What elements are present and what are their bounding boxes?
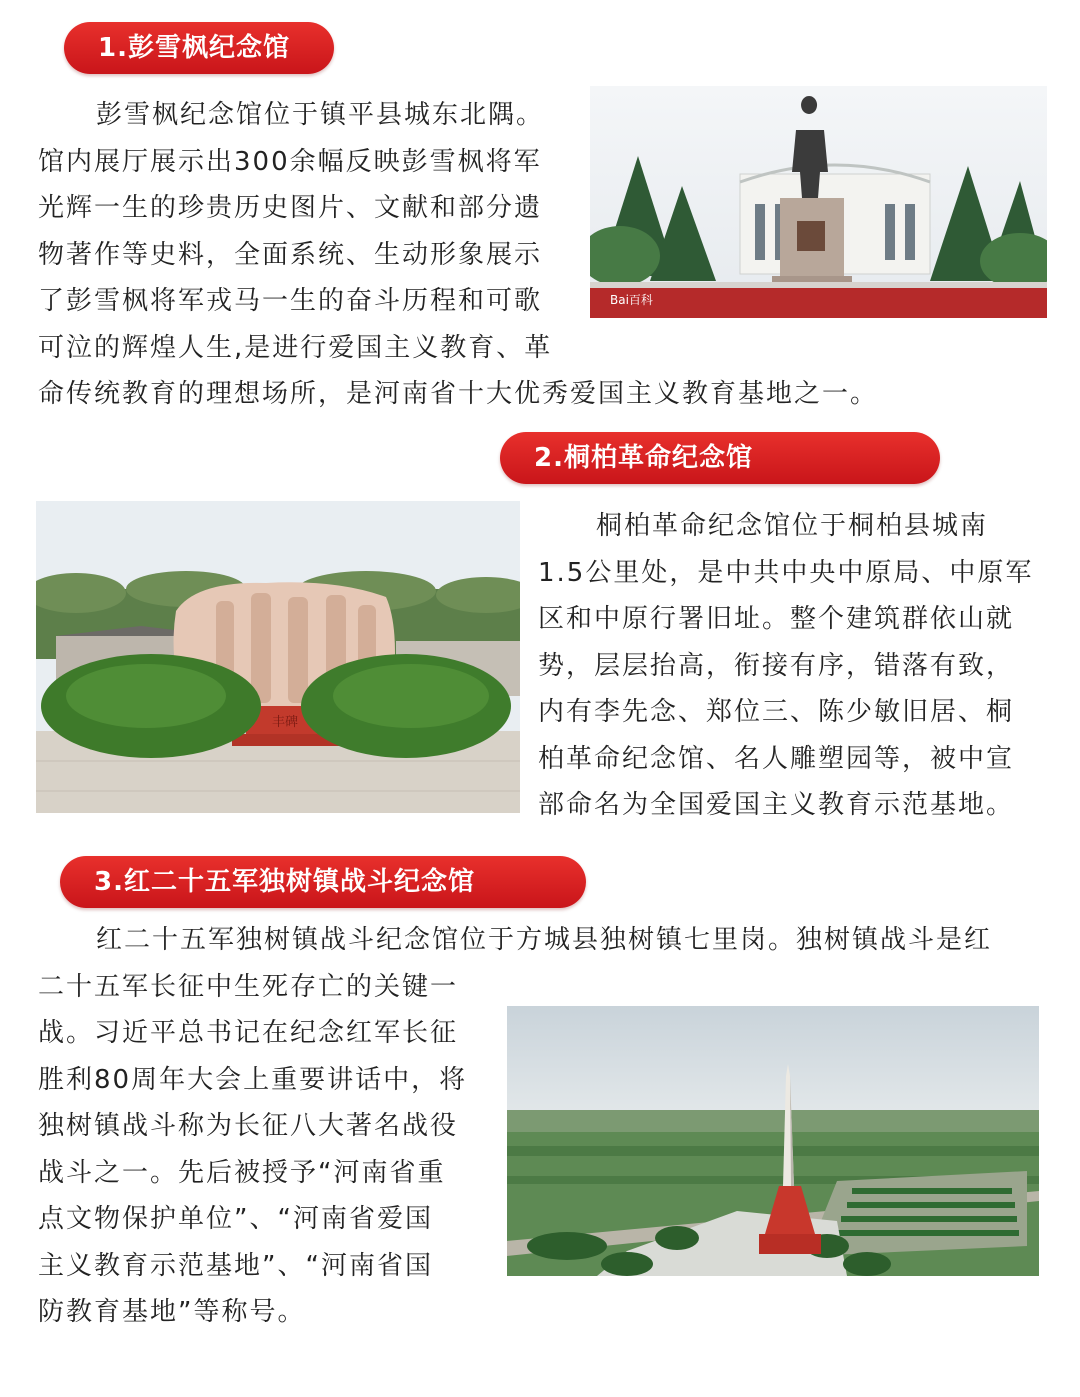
s3-line-6: 战斗之一。先后被授予“河南省重 — [38, 1157, 446, 1188]
section-1-photo — [590, 86, 1047, 318]
section-2-photo — [36, 501, 520, 813]
s3-line-5: 独树镇战斗称为长征八大著名战役 — [38, 1111, 459, 1141]
s1-line-7: 命传统教育的理想场所，是河南省十大优秀爱国主义教育基地之一。 — [38, 379, 879, 409]
s2-line-7: 部命名为全国爱国主义教育示范基地。 — [538, 790, 1015, 820]
s2-line-2: 1.5公里处，是中共中央中原局、中原军 — [538, 557, 1034, 588]
section-2-body — [538, 503, 1050, 829]
relief-monument-illustration — [36, 501, 520, 813]
memorial-statue-illustration — [590, 86, 1047, 318]
obelisk-aerial-illustration — [507, 1006, 1039, 1276]
s3-line-7: 点文物保护单位”、“河南省爱国 — [38, 1204, 433, 1234]
s1-line-6: 可泣的辉煌人生,是进行爱国主义教育、革 — [38, 332, 553, 363]
section-2-heading: 2.桐柏革命纪念馆 — [500, 432, 940, 484]
s3-line-9: 防教育基地”等称号。 — [38, 1297, 306, 1327]
section-1-heading: 1.彭雪枫纪念馆 — [64, 22, 334, 74]
s2-line-1: 桐柏革命纪念馆位于桐柏县城南 — [596, 511, 989, 541]
watermark-text: Bai百科 — [610, 293, 653, 307]
section-3-photo — [507, 1006, 1039, 1276]
s3-line-1: 红二十五军独树镇战斗纪念馆位于方城县独树镇七里岗。独树镇战斗是红 — [96, 925, 993, 955]
s2-line-4: 势，层层抬高，衔接有序，错落有致， — [538, 650, 1015, 681]
s3-line-4: 胜利80周年大会上重要讲话中，将 — [38, 1064, 468, 1095]
s3-line-2: 二十五军长征中生死存亡的关键一 — [38, 971, 459, 1002]
s1-line-5: 了彭雪枫将军戎马一生的奋斗历程和可歌 — [38, 286, 543, 316]
s2-line-3: 区和中原行署旧址。整个建筑群依山就 — [538, 604, 1015, 634]
s3-line-3: 战。习近平总书记在纪念红军长征 — [38, 1018, 459, 1048]
s1-line-1: 彭雪枫纪念馆位于镇平县城东北隅。 — [96, 100, 545, 130]
s1-line-4: 物著作等史料，全面系统、生动形象展示 — [38, 239, 543, 270]
s1-line-3: 光辉一生的珍贵历史图片、文献和部分遗 — [38, 193, 543, 223]
section-3-heading: 3.红二十五军独树镇战斗纪念馆 — [60, 856, 586, 908]
s2-line-5: 内有李先念、郑位三、陈少敏旧居、桐 — [538, 697, 1015, 727]
s3-line-8: 主义教育示范基地”、“河南省国 — [38, 1250, 433, 1281]
s2-line-6: 柏革命纪念馆、名人雕塑园等，被中宣 — [538, 743, 1015, 774]
plaque-text: 丰碑 — [272, 715, 299, 730]
s1-line-2: 馆内展厅展示出300余幅反映彭雪枫将军 — [38, 146, 542, 177]
